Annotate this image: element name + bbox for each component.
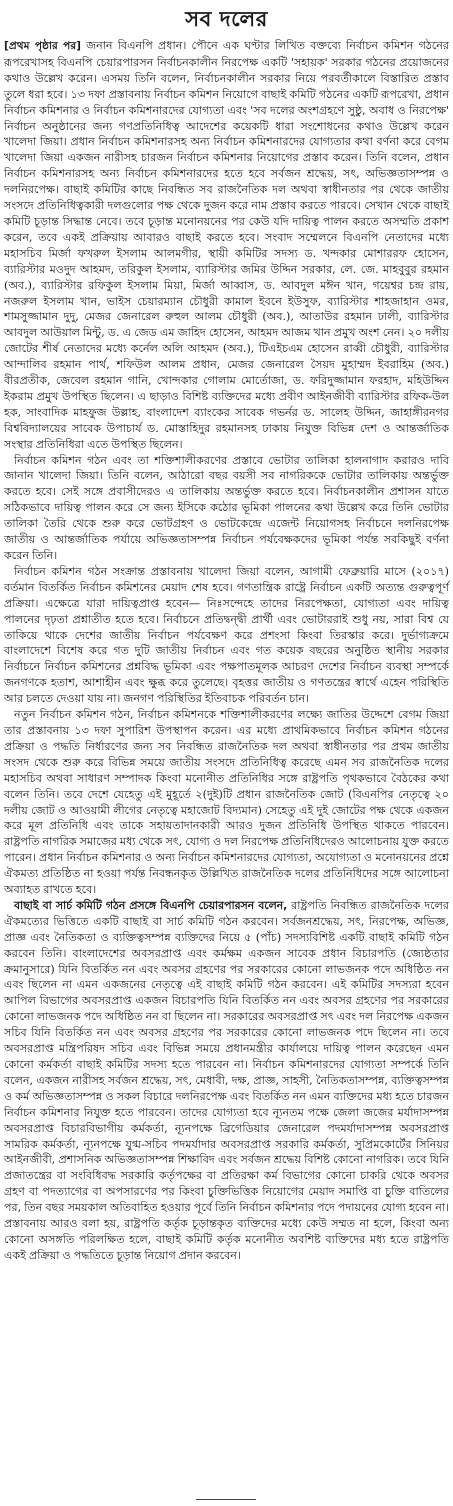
paragraph-1-text: জনান বিএনপি প্রধান। পৌনে এক ঘণ্টার লিখিত বক্তব্যে নির্বাচন কমিশন গঠনের রূপরেখাসহ বিএনপি চেয়ারপারসন নির্বাচনকালীন নিরপেক্ষ একটি 'সহায়ক' সরকার গঠনের প্রয়োজনের কথাও উল্লেখ করেন। এসময় তিনি বলেন, নির্বাচনকালীন সরকার নিয়ে পরবর্তীকালে বিস্তারিত প্রস্তাব তুলে ধরা হবে। ১৩ দফা প্রস্তাবনায় নির্বাচন কমিশন নিয়োগে বাছাই কমিটি গঠনের একটি রূপরেখা, প্রধান নির্বাচন কমিশনার ও নির্বাচন কমিশনারদের যোগ্যতা এবং 'সব দলের অংশগ্রহণে সুষ্ঠু, অবাধ ও নিরপেক্ষ' নির্বাচন অনুষ্ঠানের জন্য গণপ্রতিনিধিত্ব আদেশের কয়েকটি ধারা সংশোধনের কথাও উল্লেখ করেন খালেদা জিয়া। প্রধান নির্বাচন কমিশনারসহ অন্য নির্বাচন কমিশনারদের যোগ্যতার কথা বর্ণনা করে বেগম খালেদা জিয়া একজন নারীসহ চারজন নির্বাচন কমিশনার নিয়োগের প্রস্তাব করেন। তিনি বলেন, প্রধান নির্বাচন কমিশনারসহ অন্য নির্বাচন কমিশনারদের হতে হবে সর্বজন শ্রদ্ধেয়, সৎ, অভিজ্ঞতাসম্পন্ন ও দলনিরপেক্ষ। বাছাই কমিটির কাছে নিবন্ধিত সব রাজনৈতিক দল অথবা স্বাধীনতার পর থেকে জাতীয় সংসদে প্রতিনিধিত্বকারী দলগুলোর পক্ষ থেকে দুজন করে নাম প্রস্তাব করতে পারবে। সেখান থেকে বাছাই কমিটি চূড়ান্ত সিদ্ধান্ত নেবে। তবে চূড়ান্ত মনোনয়নের পর কেউ যদি দায়িত্ব পালন করতে অসম্মতি প্রকাশ করেন, তবে একই প্রক্রিয়ায় আবারও বাছাই করতে হবে। সংবাদ সম্মেলনে বিএনপি নেতাদের মধ্যে মহাসচিব মির্জা ফখরুল ইসলাম আলমগীর, স্থায়ী কমিটির সদস্য ড. খন্দকার মোশাররফ হোসেন, ব্যারিস্টার মওদুদ আহমদ, তরিকুল ইসলাম, ব্যারিস্টার জমির উদ্দিন সরকার, লে. জে. মাহবুবুর রহমান (অব.), ব্যারিস্টার রফিকুল ইসলাম মিয়া, মির্জা আব্বাস, ড. আবদুল মঈন খান, গয়েশ্বর চন্দ্র রায়, নজরুল ইসলাম খান, ভাইস চেয়ারম্যান চৌধুরী কামাল ইবনে ইউসুফ, ব্যারিস্টার শাহজাহান ওমর, শামসুজ্জামান দুদু, মেজর জেনারেল রুহুল আলম চৌধুরী (অব.), আতাউর রহমান ঢালী, ব্যারিস্টার আবদুল আউয়াল মিন্টু, ড. এ জেড এম জাহিদ হোসেন, আহমদ আজম খান প্রমুখ অংশ নেন। ২০ দলীয় জোটের শীর্ষ নেতাদের মধ্যে কর্নেল অলি আহমদ (অব.), টিএইচএম হোসেন রাব্বী চৌধুরী, ব্যারিস্টার আন্দালিব রহমান পার্থ, শফিউল আলম প্রধান, মেজর জেনারেল সৈয়দ মুহাম্মদ ইবরাহিম (অব.) বীরপ্রতীক, জেবেল রহমান গানি, খোন্দকার গোলাম মোর্তোজা, ড. ফরিদুজ্জামান ফরহাদ, মহিউদ্দিন ইকরাম প্রমুখ উপস্থিত ছিলেন। এ ছাড়াও বিশিষ্ট ব্যক্তিদের মধ্যে প্রবীণ আইনজীবী ব্যারিস্টার রফিক-উল হক, সাংবাদিক মাহফুজ উল্লাহ, বাংলাদেশ ব্যাংকের সাবেক গভর্নর ড. সালেহ উদ্দিন, জাহাঙ্গীরনগর বিশ্ববিদ্যালয়ের সাবেক উপাচার্য ড. মোস্তাহিদুর রহমানসহ ঢাকায় নিযুক্ত বিভিন্ন দেশ ও আন্তর্জাতিক সংস্থার প্রতিনিধিরা এতে উপস্থিত ছিলেন। bbox=[4, 39, 449, 451]
cut-off-mark bbox=[196, 1499, 256, 1506]
article-paragraph-2 bbox=[4, 453, 449, 564]
article-paragraph-3 bbox=[4, 564, 449, 707]
paragraph-5-text: রাষ্ট্রপতি নিবন্ধিত রাজনৈতিক দলের ঐকমত্যের ভিত্তিতে একটি বাছাই বা সার্চ কমিটি গঠন করবেন। সর্বজনশ্রদ্ধেয়, সৎ, নিরপেক্ষ, অভিজ্ঞ, প্রাজ্ঞ এবং নৈতিকতা ও ব্যক্তিত্বসম্পন্ন ব্যক্তিদের নিয়ে ৫ (পাঁচ) সদস্যবিশিষ্ট একটি বাছাই কমিটি গঠন করবেন তিনি। বাংলাদেশের অবসরপ্রাপ্ত এবং কর্মক্ষম একজন সাবেক প্রধান বিচারপতি (জ্যেষ্ঠতার ক্রমানুসারে) যিনি বিতর্কিত নন এবং অবসর গ্রহণের পর সরকারের কোনো লাভজনক পদে অধিষ্ঠিত নন এবং ছিলেন না এমন একজনের নেতৃত্বে এই বাছাই কমিটি গঠন করবেন। এই কমিটির সদস্যরা হবেন আপিল বিভাগের অবসরপ্রাপ্ত একজন বিচারপতি যিনি বিতর্কিত নন এবং অবসর গ্রহণের পর সরকারের কোনো লাভজনক পদে অধিষ্ঠিত নন বা ছিলেন না। সরকারের অবসরপ্রাপ্ত সৎ এবং দল নিরপেক্ষ একজন সচিব যিনি বিতর্কিত নন এবং অবসর গ্রহণের পর সরকারের কোনো লাভজনক পদে ছিলেন না। তবে অবসরপ্রাপ্ত মন্ত্রিপরিষদ সচিব এবং বিভিন্ন সময়ে প্রধানমন্ত্রীর কার্যালয়ে দায়িত্ব পালন করেছেন এমন কোনো কর্মকর্তা বাছাই কমিটির সদস্য হতে পারবেন না। নির্বাচন কমিশনারদের যোগ্যতা সম্পর্কে তিনি বলেন, একজন নারীসহ সর্বজন শ্রদ্ধেয়, সৎ, মেধাবী, দক্ষ, প্রাজ্ঞ, সাহসী, নৈতিকতাসম্পন্ন, ব্যক্তিত্বসম্পন্ন ও কর্ম অভিজ্ঞতাসম্পন্ন ও সকল বিচারে দলনিরপেক্ষ এবং বিতর্কিত নন এমন ব্যক্তিদের মধ্য হতে চারজন নির্বাচন কমিশনার নিযুক্ত হতে পারবেন। তাদের যোগ্যতা হবে ন্যূনতম পক্ষে জেলা জজের মর্যাদাসম্পন্ন অবসরপ্রাপ্ত বিচারবিভাগীয় কর্মকর্তা, ন্যূনপক্ষে ব্রিগেডিয়ার জেনারেল পদমর্যাদাসম্পন্ন অবসরপ্রাপ্ত সামরিক কর্মকর্তা, ন্যূনপক্ষে যুগ্ম-সচিব পদমর্যাদার অবসরপ্রাপ্ত সরকারি কর্মকর্তা, সুপ্রিমকোর্টের সিনিয়র আইনজীবী, প্রশাসনিক অভিজ্ঞতাসম্পন্ন শিক্ষাবিদ এবং সর্বজন শ্রদ্ধেয় বিশিষ্ট কোনো নাগরিক। তবে যিনি প্রজাতন্ত্রের বা সংবিধিবদ্ধ সরকারি কর্তৃপক্ষের বা প্রতিরক্ষা কর্ম বিভাগের কোনো চাকরি থেকে অবসর গ্রহণ বা পদত্যাগের বা অপসারণের পর কিংবা চুক্তিভিত্তিক নিয়োগের মেয়াদ সমাপ্তি বা চুক্তি বাতিলের পর, তিন বছর সময়কাল অতিবাহিত হওয়ার পূর্বে তিনি নির্বাচন কমিশনার পদে পদায়নের যোগ্য হবেন না। প্রস্তাবনায় আরও বলা হয়, রাষ্ট্রপতি কর্তৃক চূড়ান্তকৃত ব্যক্তিদের মধ্যে কেউ সম্মত না হলে, কিংবা অন্য কোনো অসঙ্গতি পরিলক্ষিত হলে, বাছাই কমিটি কর্তৃক মনোনীত অবশিষ্ট ব্যক্তিদের মধ্য হতে রাষ্ট্রপতি একই প্রক্রিয়া ও পদ্ধতিতে চূড়ান্ত নিয়োগ প্রদান করবেন। bbox=[4, 898, 449, 1262]
paragraph-5-bold-lead: বাছাই বা সার্চ কমিটি গঠন প্রসঙ্গে বিএনপি চেয়ারপারসন বলেন, bbox=[14, 898, 288, 912]
article-paragraph-5 bbox=[4, 898, 449, 1264]
paragraph-3-text: নির্বাচন কমিশন গঠন সংক্রান্ত প্রস্তাবনায় খালেদা জিয়া বলেন, আগামী ফেব্রুয়ারি মাসে (২০১৭) বর্তমান বিতর্কিত নির্বাচন কমিশনের মেয়াদ শেষ হবে। গণতান্ত্রিক রাষ্ট্রে নির্বাচন একটি অত্যন্ত গুরুত্বপূর্ণ প্রক্রিয়া। এক্ষেত্রে যারা দায়িত্বপ্রাপ্ত হবেন— নিঃসন্দেহে তাদের নিরপেক্ষতা, যোগ্যতা এবং দায়িত্ব পালনের দৃঢ়তা প্রশ্নাতীত হতে হবে। নির্বাচনে প্রতিদ্বন্দ্বী প্রার্থী এবং ভোটাররাই শুধু নয়, সারা বিশ্ব যে তাকিয়ে থাকে দেশের জাতীয় নির্বাচন পর্যবেক্ষণ করে প্রশংসা কিংবা তিরস্কার করে। দুর্ভাগ্যক্রমে বাংলাদেশে বিশেষ করে গত দুটি জাতীয় নির্বাচন এবং গত কয়েক বছরের অনুষ্ঠিত স্থানীয় সরকার নির্বাচনে নির্বাচন কমিশনের প্রশ্নবিদ্ধ ভূমিকা এবং পক্ষপাতমূলক আচরণ দেশের নির্বাচন ব্যবস্থা সম্পর্কে জনগণকে হতাশ, আশাহীন এবং ক্ষুব্ধ করে তুলেছে। বৃহত্তর জাতীয় ও গণতন্ত্রের স্বার্থে এহেন পরিস্থিতি আর চলতে দেওয়া যায় না। জনগণ পরিস্থিতির ইতিবাচক পরিবর্তন চান। bbox=[4, 564, 449, 706]
article-headline: সব দলের bbox=[185, 7, 268, 31]
news-article bbox=[4, 2, 449, 1264]
continuation-label: [প্রথম পৃষ্ঠার পর] bbox=[4, 40, 81, 52]
article-paragraph-4 bbox=[4, 707, 449, 898]
article-paragraph-1 bbox=[4, 38, 449, 453]
paragraph-2-text: নির্বাচন কমিশন গঠন এবং তা শক্তিশালীকরণের প্রস্তাবে ভোটার তালিকা হালনাগাদ করারও দাবি জানান খালেদা জিয়া। তিনি বলেন, আঠারো বছর বয়সী সব নাগরিককে ভোটার তালিকায় অন্তর্ভুক্ত করতে হবে। সেই সঙ্গে প্রবাসীদেরও এ তালিকায় অন্তর্ভুক্ত করতে হবে। নির্বাচনকালীন প্রশাসন যাতে সঠিকভাবে দায়িত্ব পালন করে সে জন্য ইসিকে কঠোর ভূমিকা পালনের কথা উল্লেখ করে তিনি ভোটার তালিকা তৈরি থেকে শুরু করে ভোটগ্রহণ ও ভোটকেন্দ্রে এজেন্ট নিয়োগসহ নির্বাচনে দলনিরপেক্ষ জাতীয় ও আন্তর্জাতিক পর্যায়ে অভিজ্ঞতাসম্পন্ন নির্বাচন পর্যবেক্ষকদের ভূমিকা পর্যন্ত সবকিছুই বর্ণনা করেন তিনি। bbox=[4, 453, 449, 562]
paragraph-4-text: নতুন নির্বাচন কমিশন গঠন, নির্বাচন কমিশনকে শক্তিশালীকরণের লক্ষ্যে জাতির উদ্দেশে বেগম জিয়া তার প্রস্তাবনায় ১৩ দফা সুপারিশ উপস্থাপন করেন। এর মধ্যে প্রাথমিকভাবে নির্বাচন কমিশন গঠনের প্রক্রিয়া ও পদ্ধতি নির্ধারণের জন্য সব নিবন্ধিত রাজনৈতিক দল অথবা স্বাধীনতার পর প্রথম জাতীয় সংসদ থেকে শুরু করে বিভিন্ন সময়ে জাতীয় সংসদে প্রতিনিধিত্ব করেছে এমন সব রাজনৈতিক দলের মহাসচিব অথবা সাধারণ সম্পাদক কিংবা মনোনীত প্রতিনিধির সঙ্গে রাষ্ট্রপতি পৃথকভাবে বৈঠকের কথা বলেন তিনি। তবে দেশে যেহেতু এই মুহূর্তে ২(দুই)টি প্রধান রাজনৈতিক জোট (বিএনপির নেতৃত্বে ২০ দলীয় জোট ও আওয়ামী লীগের নেতৃত্বে মহাজোট বিদ্যমান) সেহেতু এই দুই জোটের পক্ষ থেকে একজন করে মূল প্রতিনিধি এবং তাকে সহায়তাদানকারী আরও দুজন প্রতিনিধি উপস্থিত থাকতে পারবেন। রাষ্ট্রপতি নাগরিক সমাজের মধ্য থেকে সৎ, যোগ্য ও দল নিরপেক্ষ প্রতিনিধিদেরও আলোচনায় যুক্ত করতে পারেন। প্রধান নির্বাচন কমিশনার ও অন্য নির্বাচন কমিশনারদের যোগ্যতা, অযোগ্যতা ও মনোনয়নের প্রশ্নে ঐকমত্য প্রতিষ্ঠিত না হওয়া পর্যন্ত নিবন্ধনকৃত উল্লিখিত রাজনৈতিক দলের প্রতিনিধিদের সঙ্গে আলোচনা অব্যাহত রাখতে হবে। bbox=[4, 708, 449, 897]
page-bottom-edge bbox=[0, 1496, 453, 1506]
